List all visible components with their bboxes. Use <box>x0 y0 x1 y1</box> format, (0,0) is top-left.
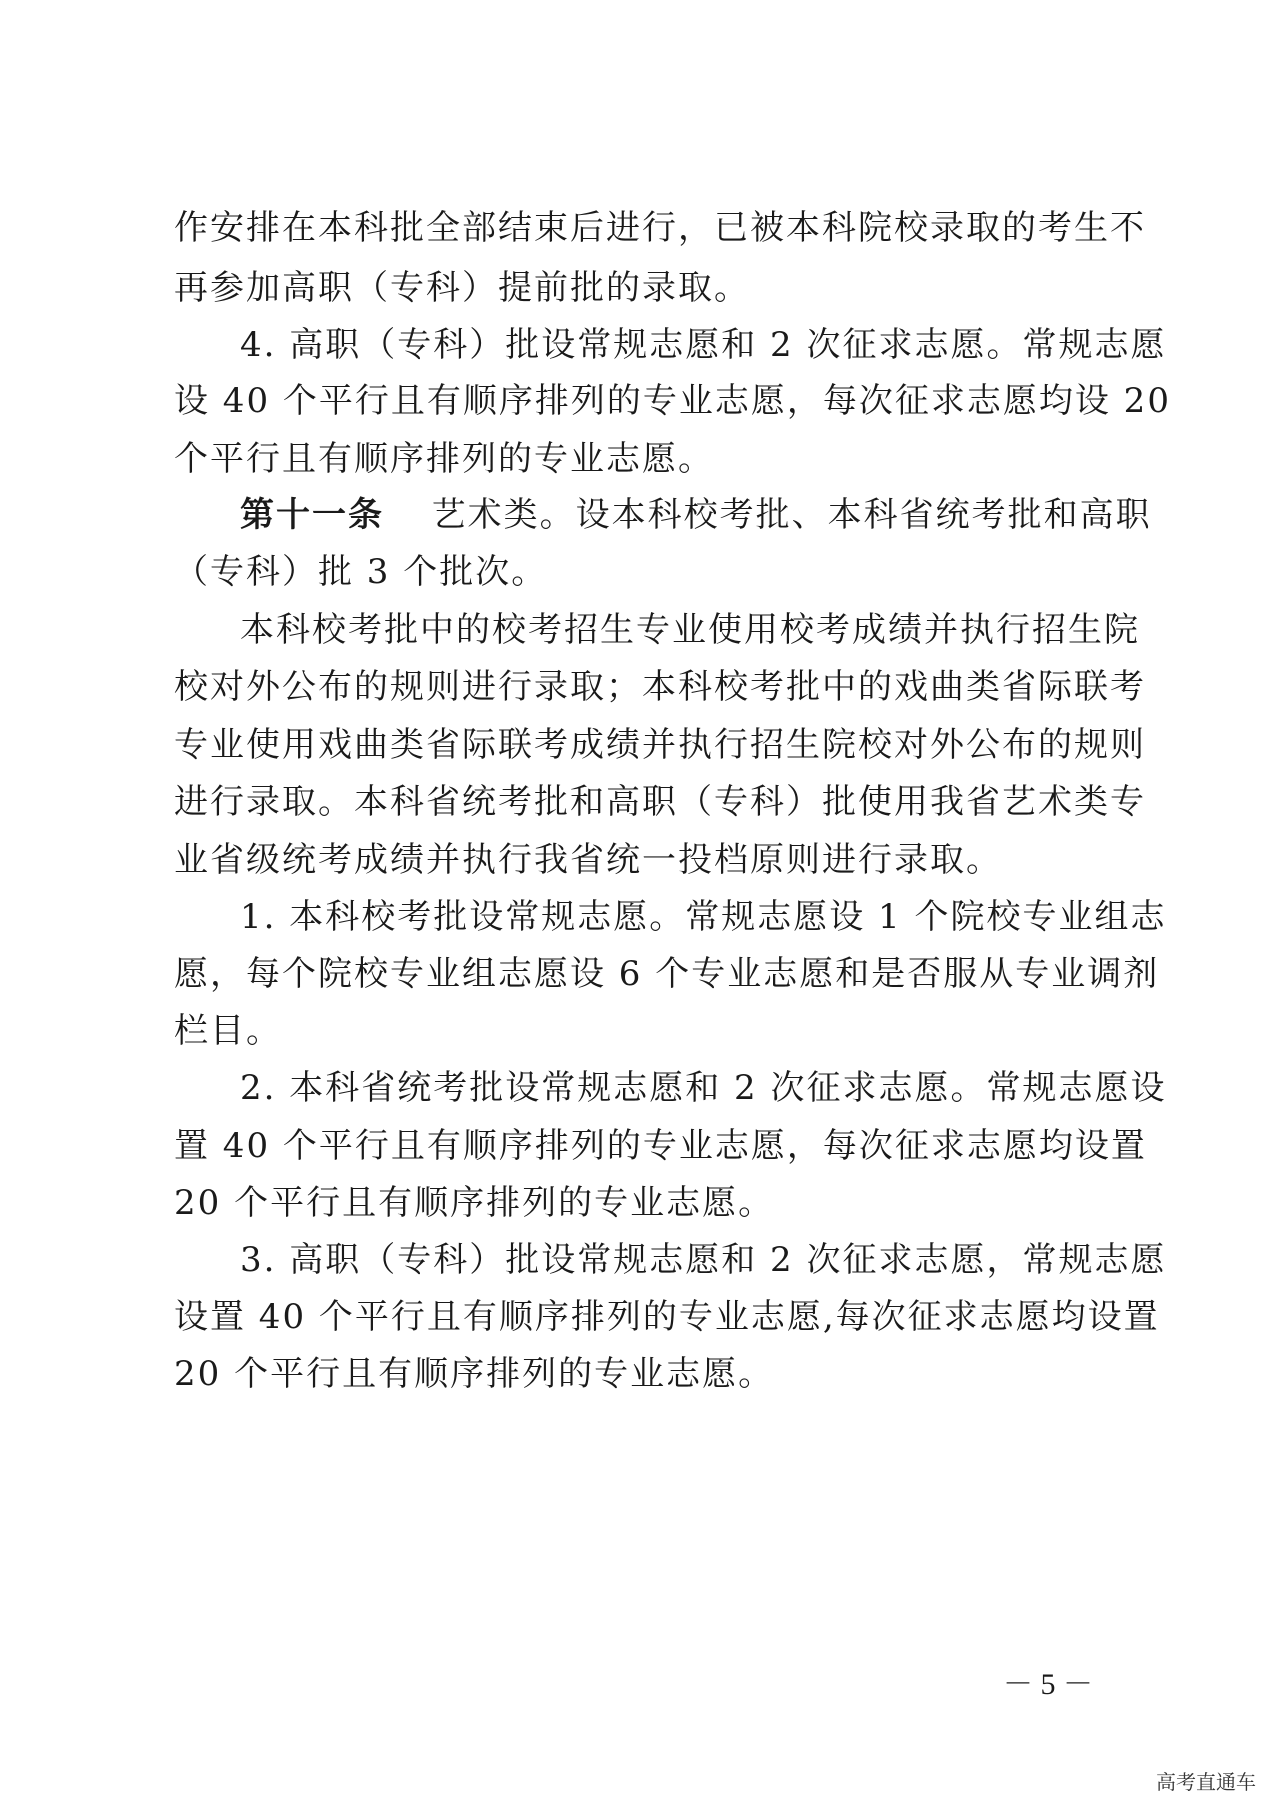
paragraph-line: 3. 高职（专科）批设常规志愿和 2 次征求志愿，常规志愿 <box>240 1240 1167 1280</box>
paragraph-line: 置 40 个平行且有顺序排列的专业志愿，每次征求志愿均设置 <box>174 1126 1147 1166</box>
article-text: 艺术类。设本科校考批、本科省统考批和高职 <box>431 495 1152 535</box>
paragraph-line: 设置 40 个平行且有顺序排列的专业志愿,每次征求志愿均设置 <box>174 1297 1160 1337</box>
paragraph-line: 1. 本科校考批设常规志愿。常规志愿设 1 个院校专业组志 <box>240 897 1167 937</box>
paragraph-line: 进行录取。本科省统考批和高职（专科）批使用我省艺术类专 <box>174 782 1146 822</box>
paragraph-line: 愿，每个院校专业组志愿设 6 个专业志愿和是否服从专业调剂 <box>174 954 1160 994</box>
paragraph-line: 校对外公布的规则进行录取；本科校考批中的戏曲类省际联考 <box>174 667 1146 707</box>
paragraph-line: 本科校考批中的校考招生专业使用校考成绩并执行招生院 <box>240 610 1140 650</box>
watermark: 高考直通车 <box>1156 1770 1256 1794</box>
paragraph-line: （专科）批 3 个批次。 <box>174 552 548 592</box>
paragraph-line: 设 40 个平行且有顺序排列的专业志愿，每次征求志愿均设 20 <box>174 381 1171 421</box>
paragraph-line: 业省级统考成绩并执行我省统一投档原则进行录取。 <box>174 840 1002 880</box>
paragraph-line: 20 个平行且有顺序排列的专业志愿。 <box>174 1183 775 1223</box>
page-number: － 5 － <box>1003 1668 1093 1701</box>
paragraph-line: 作安排在本科批全部结束后进行，已被本科院校录取的考生不 <box>174 208 1146 248</box>
article-heading: 第十一条 <box>240 495 384 535</box>
paragraph-line: 20 个平行且有顺序排列的专业志愿。 <box>174 1354 775 1394</box>
paragraph-line: 2. 本科省统考批设常规志愿和 2 次征求志愿。常规志愿设 <box>240 1068 1167 1108</box>
paragraph-line: 栏目。 <box>174 1011 282 1051</box>
paragraph-line: 个平行且有顺序排列的专业志愿。 <box>174 439 714 479</box>
paragraph-line: 专业使用戏曲类省际联考成绩并执行招生院校对外公布的规则 <box>174 725 1146 765</box>
paragraph-line: 4. 高职（专科）批设常规志愿和 2 次征求志愿。常规志愿 <box>240 325 1167 365</box>
article-line <box>240 495 1152 535</box>
paragraph-line: 再参加高职（专科）提前批的录取。 <box>174 268 750 308</box>
